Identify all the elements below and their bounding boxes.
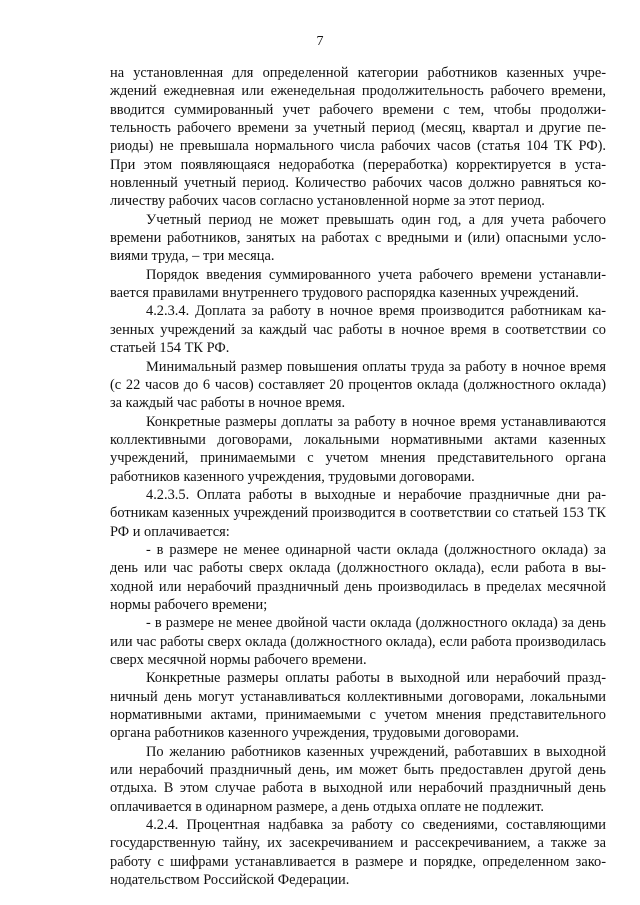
page-number: 7: [316, 34, 324, 49]
list-item: - в размере не менее двойной части оклада (должностного оклада) за день или час работы сверх оклада (должностного оклада), если работа производилась сверх месячной нормы рабочего времени.: [110, 615, 606, 668]
paragraph: 4.2.4. Процентная надбавка за работу со сведениями, составляющими государственную тайну, их засекречиванием и рассекречиванием, а также за работу с шифрами устанавливается в размере и порядке, определенном законодательством Российской Федерации.: [110, 817, 606, 889]
paragraph: Конкретные размеры оплаты работы в выходной или нерабочий праздничный день могут устанавливаться коллективными договорами, локальными нормативными актами, принимаемыми с учетом мнения представительного органа работников казенного учреждения, трудовыми договорами.: [110, 670, 606, 742]
paragraph: Порядок введения суммированного учета рабочего времени устанавливается правилами внутреннего трудового распорядка казенных учреждений.: [110, 266, 606, 302]
paragraph: 4.2.3.5. Оплата работы в выходные и нерабочие праздничные дни работникам казенных учреждений производится в соответствии со статьей 153 ТК РФ и оплачивается:: [110, 486, 606, 540]
paragraph: Конкретные размеры доплаты за работу в ночное время устанавливаются коллективными договорами, локальными нормативными актами казенных учреждений, принимаемыми с учетом мнения представительного органа работников казенного учреждения, трудовыми договорами.: [110, 413, 606, 485]
paragraph: Минимальный размер повышения оплаты труда за работу в ночное время (с 22 часов до 6 часов) составляет 20 процентов оклада (должностного оклада) за каждый час работы в ночное время.: [110, 358, 606, 412]
paragraph: Учетный период не может превышать один год, а для учета рабочего времени работников, занятых на работах с вредными и (или) опасными условиями труда, – три месяца.: [110, 211, 606, 265]
paragraph: По желанию работников казенных учреждений, работавших в выходной или нерабочий праздничный день, им может быть предоставлен другой день отдыха. В этом случае работа в выходной или нерабочий праздничный день оплачивается в одинарном размере, а день отдыха оплате не подлежит.: [110, 743, 606, 815]
document-body: [110, 64, 606, 889]
paragraph: 4.2.3.4. Доплата за работу в ночное время производится работникам казенных учреждений за каждый час работы в ночное время в соответствии со статьей 154 ТК РФ.: [110, 303, 606, 357]
list-item: - в размере не менее одинарной части оклада (должностного оклада) за день или час работы сверх оклада (должностного оклада), если работа в выходной или нерабочий праздничный день производилась в пределах месячной нормы рабочего времени;: [110, 541, 606, 613]
paragraph: на установленная для определенной категории работников казенных учреждений ежедневная или еженедельная продолжительность рабочего времени, вводится суммированный учет рабочего времени с тем, чтобы продолжительность рабочего времени за учетный период (месяц, квартал и другие периоды) не превышала нормального числа рабочих часов (статья 104 ТК РФ). При этом появляющаяся недоработка (переработка) корректируется в установленный учетный период. Количество рабочих часов должно равняться количеству рабочих часов согласно установленной норме за этот период.: [110, 65, 606, 210]
